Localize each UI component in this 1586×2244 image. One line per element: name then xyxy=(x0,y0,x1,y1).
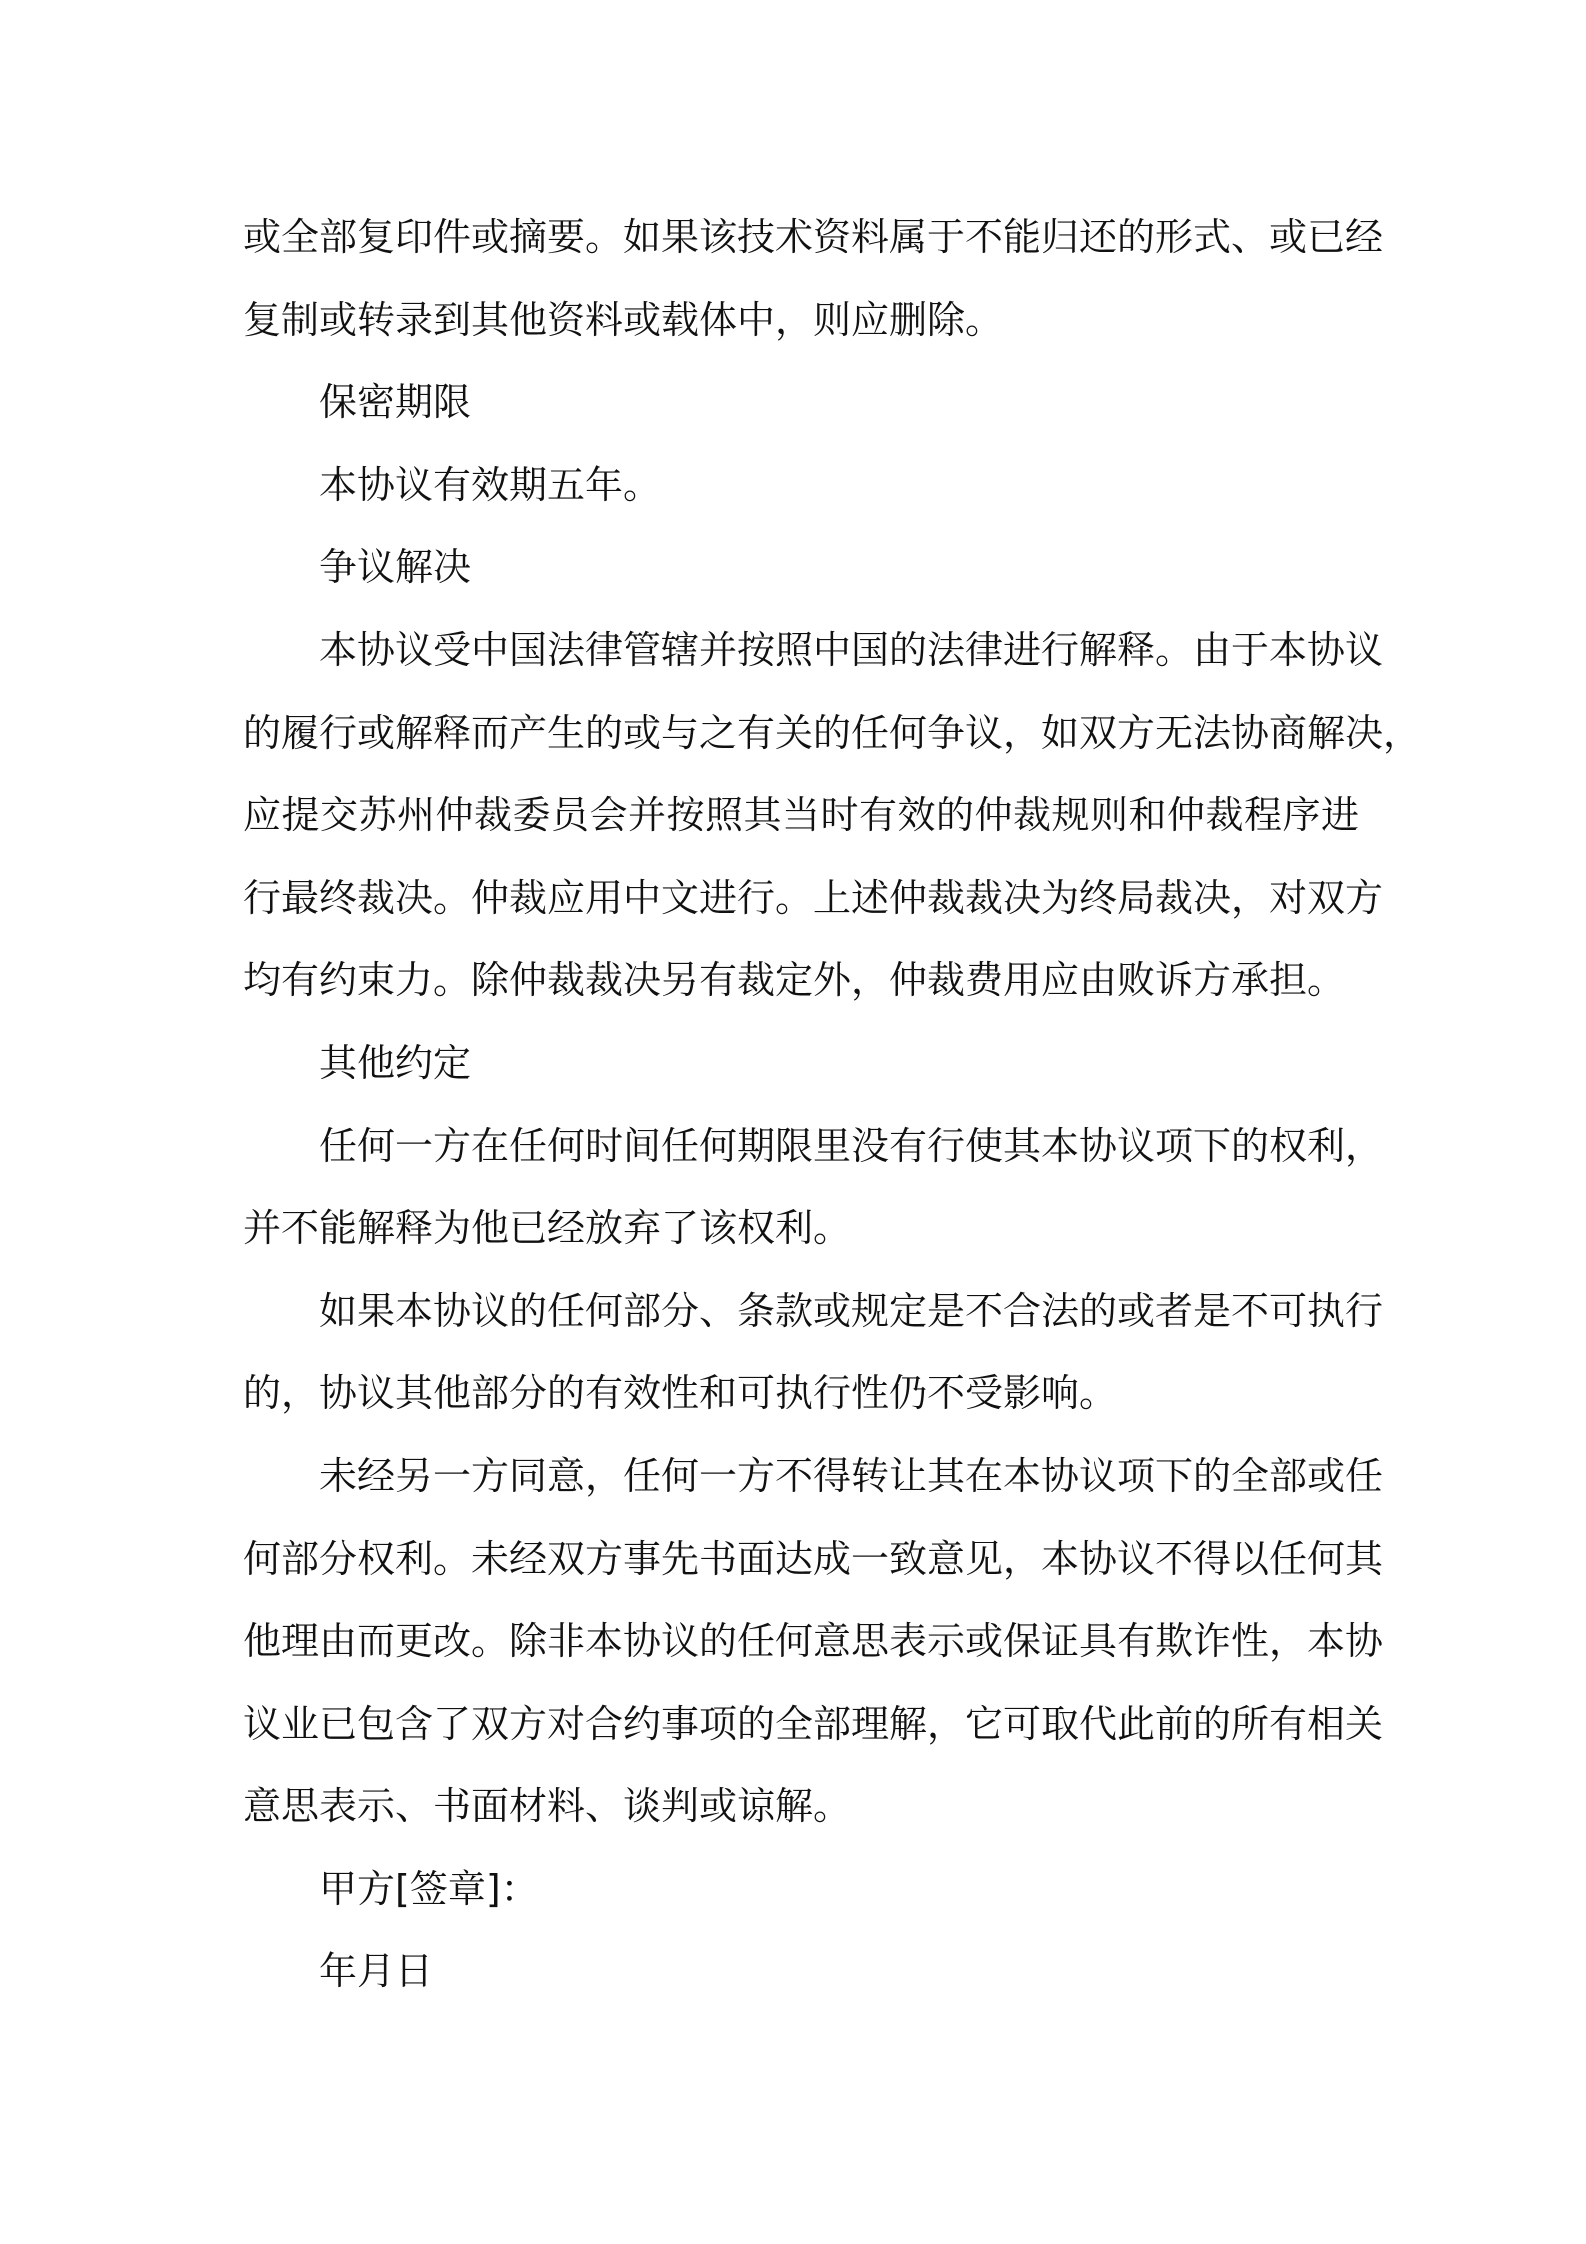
document-body xyxy=(243,196,1422,2013)
section-heading: 争议解决 xyxy=(319,545,472,590)
text-line: 本协议有效期五年。 xyxy=(319,462,662,507)
text-line: 未经另一方同意，任何一方不得转让其在本协议项下的全部或任 xyxy=(319,1453,1384,1498)
section-heading: 保密期限 xyxy=(319,380,472,425)
text-line: 何部分权利。未经双方事先书面达成一致意见，本协议不得以任何其 xyxy=(243,1536,1384,1581)
date-label: 年月日 xyxy=(319,1949,434,1994)
section-heading: 其他约定 xyxy=(319,1040,472,1085)
text-line: 意思表示、书面材料、谈判或谅解。 xyxy=(243,1784,852,1829)
signature-label: 甲方[签章]： xyxy=(319,1866,539,1911)
text-line: 的履行或解释而产生的或与之有关的任何争议，如双方无法协商解决， xyxy=(243,710,1422,755)
text-line: 复制或转录到其他资料或载体中，则应删除。 xyxy=(243,297,1004,342)
text-line: 行最终裁决。仲裁应用中文进行。上述仲裁裁决为终局裁决，对双方 xyxy=(243,875,1384,920)
text-line: 应提交苏州仲裁委员会并按照其当时有效的仲裁规则和仲裁程序进 xyxy=(243,793,1359,838)
text-line: 并不能解释为他已经放弃了该权利。 xyxy=(243,1206,852,1251)
text-line: 或全部复印件或摘要。如果该技术资料属于不能归还的形式、或已经 xyxy=(243,215,1384,259)
text-line: 议业已包含了双方对合约事项的全部理解，它可取代此前的所有相关 xyxy=(243,1701,1384,1746)
text-line: 本协议受中国法律管辖并按照中国的法律进行解释。由于本协议 xyxy=(319,627,1384,672)
text-line: 的，协议其他部分的有效性和可执行性仍不受影响。 xyxy=(243,1371,1118,1416)
text-line: 均有约束力。除仲裁裁决另有裁定外，仲裁费用应由败诉方承担。 xyxy=(243,958,1346,1003)
text-line: 他理由而更改。除非本协议的任何意思表示或保证具有欺诈性，本协 xyxy=(243,1619,1384,1664)
text-line: 任何一方在任何时间任何期限里没有行使其本协议项下的权利， xyxy=(319,1123,1384,1168)
text-line: 如果本协议的任何部分、条款或规定是不合法的或者是不可执行 xyxy=(319,1288,1384,1333)
